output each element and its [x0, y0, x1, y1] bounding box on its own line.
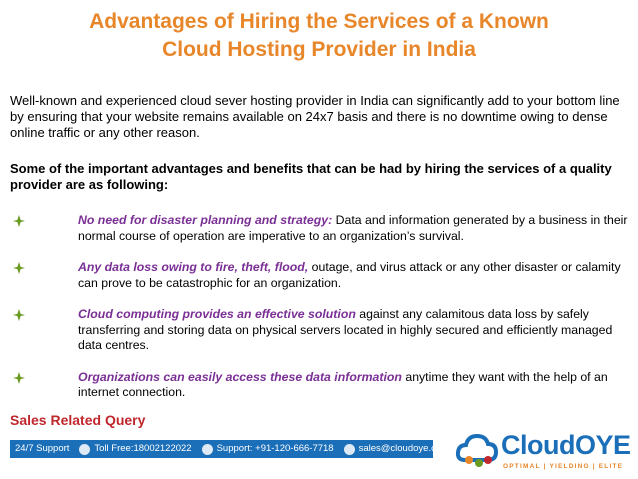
email-icon — [344, 444, 355, 455]
item-text: Data and information generated by a business in their normal course of operation are imperative to an organization’s survival. — [78, 213, 628, 243]
email-segment[interactable] — [344, 440, 449, 458]
item-text: outage, and virus attack or any other disaster or calamity can prove to be catastrophic for an organization. — [78, 260, 621, 290]
item-text: anytime they want with the help of an internet connection. — [78, 369, 608, 399]
diamond-bullet-icon — [12, 309, 26, 321]
email-label: sales@cloudoye.com — [358, 443, 450, 454]
contact-bar — [10, 440, 450, 458]
sales-query-heading[interactable]: Sales Related Query — [10, 412, 146, 428]
phone-label: Support: +91-120-666-7718 — [216, 443, 334, 454]
cloudoye-logo — [455, 428, 630, 476]
logo-name-b: OYE — [574, 430, 631, 460]
cloud-logo-icon — [455, 430, 499, 470]
logo-wordmark — [501, 430, 631, 461]
intro-paragraph: Well-known and experienced cloud sever hosting provider in India can significantly add to your bottom line by ensuring that your website remains available on 24x7 basis and there is no downtime owing to dense online traffic or any other reason. — [10, 93, 620, 140]
diamond-bullet-icon — [12, 372, 26, 384]
list-item — [10, 213, 630, 244]
support-label: 24/7 Support — [15, 443, 70, 454]
diamond-bullet-icon — [12, 262, 26, 274]
title-line-2: Cloud Hosting Provider in India — [162, 38, 476, 61]
support-segment — [15, 440, 69, 458]
tollfree-segment[interactable] — [79, 440, 191, 458]
list-item — [10, 370, 630, 401]
item-emphasis: Organizations can easily access these data information — [78, 369, 402, 384]
phone-icon — [79, 444, 90, 455]
tollfree-label: Toll Free:18002122022 — [94, 443, 192, 454]
item-text: against any calamitous data loss by safely transferring and storing data on physical servers located in highly secured and efficiently managed data centres. — [78, 307, 613, 352]
list-item — [10, 260, 630, 291]
advantages-list — [10, 213, 630, 417]
title-line-1: Advantages of Hiring the Services of a Known — [89, 10, 549, 33]
item-emphasis: Cloud computing provides an effective solution — [78, 307, 356, 321]
lead-paragraph: Some of the important advantages and benefits that can be had by hiring the services of a quality provider are as following: — [10, 161, 612, 192]
page-title — [20, 8, 618, 64]
diamond-bullet-icon — [12, 215, 26, 227]
logo-name-a: Cloud — [501, 430, 575, 460]
headset-icon — [202, 444, 213, 455]
item-emphasis: Any data loss owing to fire, theft, flood, — [78, 260, 309, 274]
item-emphasis: No need for disaster planning and strategy: — [78, 213, 333, 227]
phone-segment[interactable] — [202, 440, 334, 458]
list-item — [10, 307, 630, 354]
logo-tagline: OPTIMAL | YIELDING | ELITE — [503, 463, 624, 470]
